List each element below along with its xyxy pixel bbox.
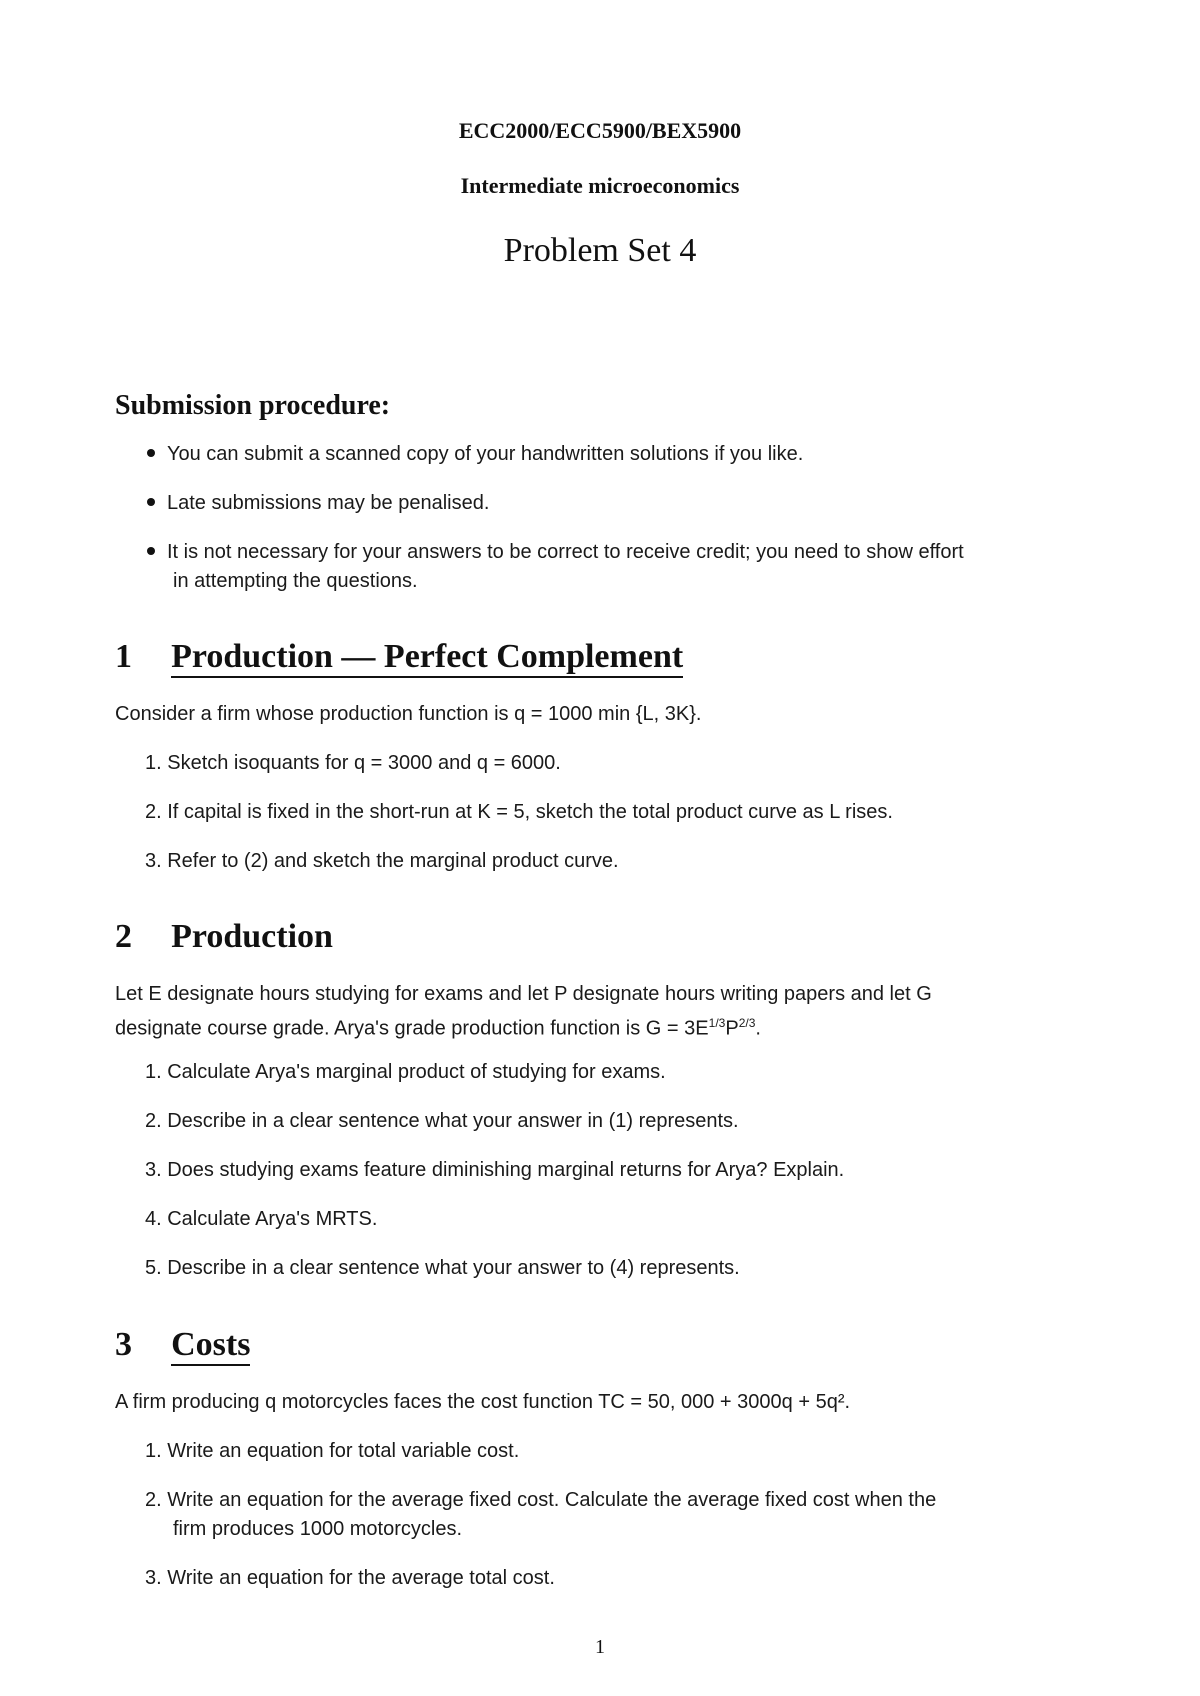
list-item: 3. Refer to (2) and sketch the marginal product curve. [145, 850, 619, 872]
section-heading [115, 1326, 250, 1364]
section-number: 3 [115, 1326, 132, 1363]
list-item: 2. Describe in a clear sentence what your answer in (1) represents. [145, 1110, 739, 1132]
course-name: Intermediate microeconomics [460, 173, 740, 198]
section-heading [115, 918, 333, 956]
section-title: Production — Perfect Complement [171, 638, 683, 678]
list-item: 1. Sketch isoquants for q = 3000 and q = 6000. [145, 752, 561, 774]
page-number: 1 [595, 1636, 605, 1658]
section-intro: A firm producing q motorcycles faces the cost function TC = 50, 000 + 3000q + 5q². [115, 1391, 851, 1413]
course-codes: ECC2000/ECC5900/BEX5900 [458, 118, 742, 143]
section-title: Costs [171, 1326, 250, 1366]
bullet-icon [147, 449, 155, 457]
section-intro-line: designate course grade. Arya's grade production function is $G = 3E^{1/3}P^{2/3}$. [115, 1016, 761, 1040]
section-title: Production [171, 918, 333, 955]
section-number: 2 [115, 918, 132, 955]
bullet-item-continuation: in attempting the questions. [173, 570, 418, 592]
list-item: 1. Calculate Arya's marginal product of studying for exams. [145, 1061, 666, 1083]
list-item: 3. Does studying exams feature diminishing marginal returns for Arya? Explain. [145, 1159, 845, 1181]
bullet-icon [147, 498, 155, 506]
list-item-continuation: firm produces 1000 motorcycles. [173, 1518, 463, 1540]
list-item: 2. Write an equation for the average fixed cost. Calculate the average fixed cost when the [145, 1489, 937, 1511]
section-number: 1 [115, 638, 132, 675]
list-item: 3. Write an equation for the average total cost. [145, 1567, 555, 1589]
bullet-item: It is not necessary for your answers to be correct to receive credit; you need to show effort [147, 538, 964, 566]
list-item: 4. Calculate Arya's MRTS. [145, 1208, 378, 1230]
submission-heading: Submission procedure: [115, 390, 391, 421]
bullet-icon [147, 547, 155, 555]
section-heading [115, 638, 683, 676]
section-intro-line: Let E designate hours studying for exams and let P designate hours writing papers and let G [115, 983, 932, 1005]
list-item: 1. Write an equation for total variable cost. [145, 1440, 520, 1462]
bullet-item: Late submissions may be penalised. [147, 489, 489, 517]
list-item: 5. Describe in a clear sentence what your answer to (4) represents. [145, 1257, 740, 1279]
list-item: 2. If capital is fixed in the short-run at K = 5, sketch the total product curve as L rises. [145, 801, 893, 823]
section-intro: Consider a firm whose production function is q = 1000 min {L, 3K}. [115, 703, 702, 725]
bullet-item: You can submit a scanned copy of your handwritten solutions if you like. [147, 440, 803, 468]
page-title: Problem Set 4 [503, 232, 697, 269]
